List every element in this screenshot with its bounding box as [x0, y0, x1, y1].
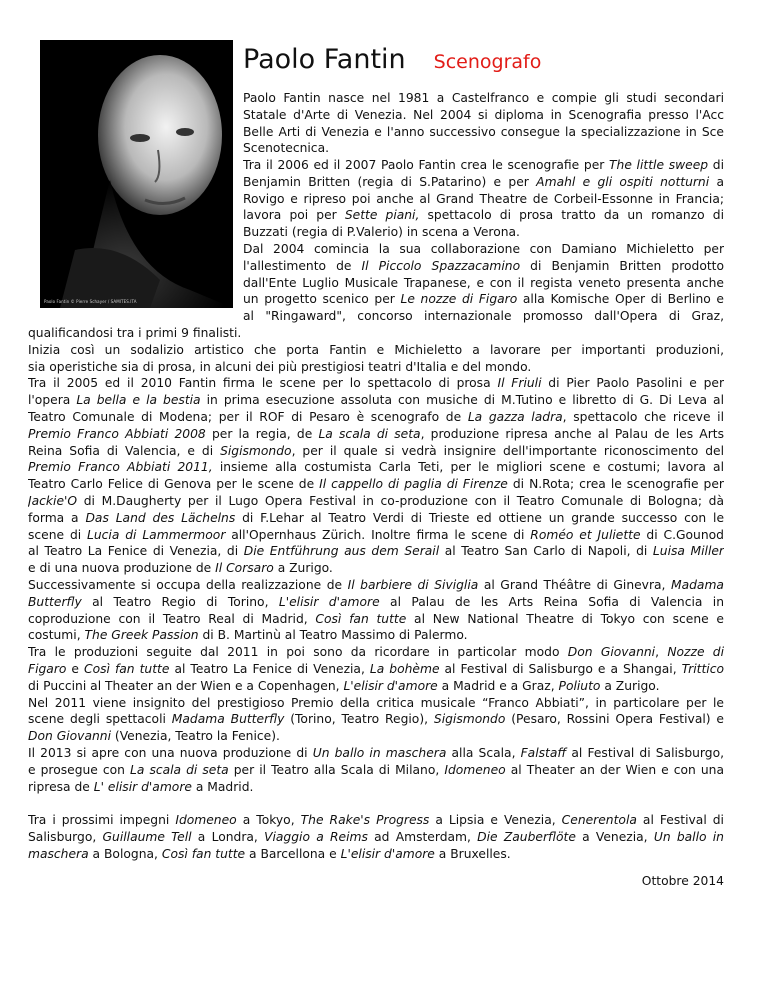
- text-line: Don Giovanni (Venezia, Teatro la Fenice).: [28, 729, 280, 744]
- text-line: un progetto scenico per Le nozze di Figaro alla Komische Oper di Berlino e: [243, 292, 724, 307]
- paragraph-early-works: [243, 157, 724, 241]
- text-line: di Puccini al Theater an der Wien e a Copenhagen, L'elisir d'amore a Madrid e a Graz, Poliuto a Zurigo.: [28, 678, 660, 693]
- text-line: Statale d'Arte di Venezia. Nel 2004 si diploma in Scenografia presso l'Acc: [243, 107, 724, 122]
- text-line: Teatro Comunale di Modena; per il ROF di Pesaro è scenografo de La gazza ladra, spettacolo che riceve il: [28, 409, 724, 424]
- text-line: lavora poi per Sette piani, spettacolo di prosa tratto da un romanzo di: [243, 208, 724, 223]
- text-line: Butterfly al Teatro Regio di Torino, L'elisir d'amore al Palau de les Arts Reina Sofia di Valencia in: [28, 594, 724, 609]
- text-line: Paolo Fantin nasce nel 1981 a Castelfranco e compie gli studi secondari: [243, 91, 724, 105]
- text-line: Benjamin Britten (regia di S.Patarino) e per Amahl e gli ospiti notturni a: [243, 174, 724, 189]
- text-line: forma a Das Land des Lächelns di F.Lehar al Teatro Verdi di Trieste ed ottiene un grande successo con le: [28, 510, 724, 525]
- photo-credit: Paolo Fantin © Pierre Schayer / SAMITES.ITA: [44, 299, 137, 304]
- text-line: Dal 2004 comincia la sua collaborazione con Damiano Michieletto per: [243, 242, 724, 256]
- text-line: e di una nuova produzione de Il Corsaro a Zurigo.: [28, 561, 333, 576]
- text-line: Successivamente si occupa della realizzazione de Il barbiere di Siviglia al Grand Théâtre di Ginevra, Madama: [28, 577, 724, 592]
- header: [243, 44, 541, 84]
- text-line: sia operistiche sia di prosa, in alcuni dei più prestigiosi teatri d'Italia e del mondo.: [28, 359, 532, 374]
- text-line: scene di Lucia di Lammermoor all'Opernhaus Zürich. Inoltre firma le scene di Roméo et Juliette di C.Gounod: [28, 527, 724, 542]
- text-line: Nel 2011 viene insignito del prestigioso Premio della critica musicale “Franco Abbiati”, in particolare per le: [28, 695, 724, 710]
- text-line: qualificandosi tra i primi 9 finalisti.: [28, 326, 242, 340]
- text-line: Premio Franco Abbiati 2011, insieme alla costumista Carla Teti, per le migliori scene e costumi; lavora al: [28, 460, 724, 475]
- text-line: Tra il 2006 ed il 2007 Paolo Fantin crea le scenografie per The little sweep di: [243, 158, 724, 172]
- text-line: Tra il 2005 ed il 2010 Fantin firma le scene per lo spettacolo di prosa Il Friuli di Pier Paolo Pasolini e per: [28, 376, 724, 391]
- text-line: coproduzione con il Teatro Real di Madrid, Così fan tutte al New National Theatre di Tokyo con scene e: [28, 611, 724, 626]
- text-line: al Teatro La Fenice di Venezia, di Die Entführung aus dem Serail al Teatro San Carlo di Napoli, di Luisa Miller: [28, 544, 724, 559]
- text-line: Il 2013 si apre con una nuova produzione di Un ballo in maschera alla Scala, Falstaff al Festival di Salisburgo,: [28, 745, 724, 760]
- portrait-photo: [40, 40, 233, 308]
- text-line: dall'Ente Luglio Musicale Trapanese, e con il regista veneto presenta anche: [243, 275, 724, 290]
- text-line: al "Ringaward", concorso internazionale promosso dall'Opera di Graz,: [243, 309, 724, 324]
- text-line: Jackie'O di M.Daugherty per il Lugo Opera Festival in co-produzione con il Teatro Comunale di Bologna; dà: [28, 493, 724, 508]
- blank-line: [28, 795, 724, 812]
- text-line: maschera a Bologna, Così fan tutte a Barcellona e L'elisir d'amore a Bruxelles.: [28, 846, 511, 861]
- text-line: e prosegue con La scala di seta per il Teatro alla Scala di Milano, Idomeneo al Theater an der Wien e con una: [28, 762, 724, 777]
- text-line: Buzzati (regia di P.Valerio) in scena a Verona.: [243, 225, 520, 240]
- paragraph-collaboration: [243, 241, 724, 325]
- text-line: l'opera La bella e la bestia in prima esecuzione assoluta con musiche di M.Tutino e libretto di G. Di Leva al: [28, 393, 724, 408]
- text-line: Belle Arti di Venezia e l'anno successivo consegue la specializzazione in Sce: [243, 124, 724, 139]
- text-line: Scenotecnica.: [243, 141, 330, 156]
- text-line: Rovigo e ripreso poi anche al Grand Theatre de Corbeil-Essonne in Francia;: [243, 191, 724, 206]
- text-line: Inizia così un sodalizio artistico che porta Fantin e Michieletto a lavorare per importanti produzioni,: [28, 342, 724, 357]
- text-line: Salisburgo, Guillaume Tell a Londra, Viaggio a Reims ad Amsterdam, Die Zauberflöte a Venezia, Un ballo in: [28, 829, 724, 844]
- text-line: scene degli spettacoli Madama Butterfly (Torino, Teatro Regio), Sigismondo (Pesaro, Rossini Opera Festival) e: [28, 712, 724, 727]
- text-line: l'allestimento de Il Piccolo Spazzacamino di Benjamin Britten prodotto: [243, 258, 724, 273]
- text-line: costumi, The Greek Passion di B. Martinù al Teatro Massimo di Palermo.: [28, 628, 468, 643]
- text-line: Reina Sofia di Valencia, e di Sigismondo, per il quale si vedrà insignire dell'importante riconoscimento del: [28, 443, 724, 458]
- text-line: Tra le produzioni seguite dal 2011 in poi sono da ricordare in particolar modo Don Giovanni, Nozze di: [28, 645, 724, 660]
- page-title: Paolo Fantin: [243, 44, 406, 75]
- text-line: Premio Franco Abbiati 2008 per la regia, de La scala di seta, produzione ripresa anche al Palau de les Arts: [28, 426, 724, 441]
- role-subtitle: Scenografo: [433, 51, 542, 73]
- portrait-illustration: [40, 40, 233, 308]
- text-line: Tra i prossimi impegni Idomeneo a Tokyo, The Rake's Progress a Lipsia e Venezia, Cenerentola al Festival di: [28, 813, 724, 828]
- text-line: ripresa de L' elisir d'amore a Madrid.: [28, 779, 254, 794]
- document-date: Ottobre 2014: [641, 874, 724, 888]
- paragraph-education: [243, 90, 724, 157]
- text-line: Figaro e Così fan tutte al Teatro La Fenice di Venezia, La bohème al Festival di Salisburgo e a Shangai, Trittico: [28, 661, 724, 676]
- paragraph-career: [28, 325, 724, 863]
- text-line: Teatro Carlo Felice di Genova per le scene de Il cappello di paglia di Firenze di N.Rota; crea le scenografie per: [28, 477, 724, 492]
